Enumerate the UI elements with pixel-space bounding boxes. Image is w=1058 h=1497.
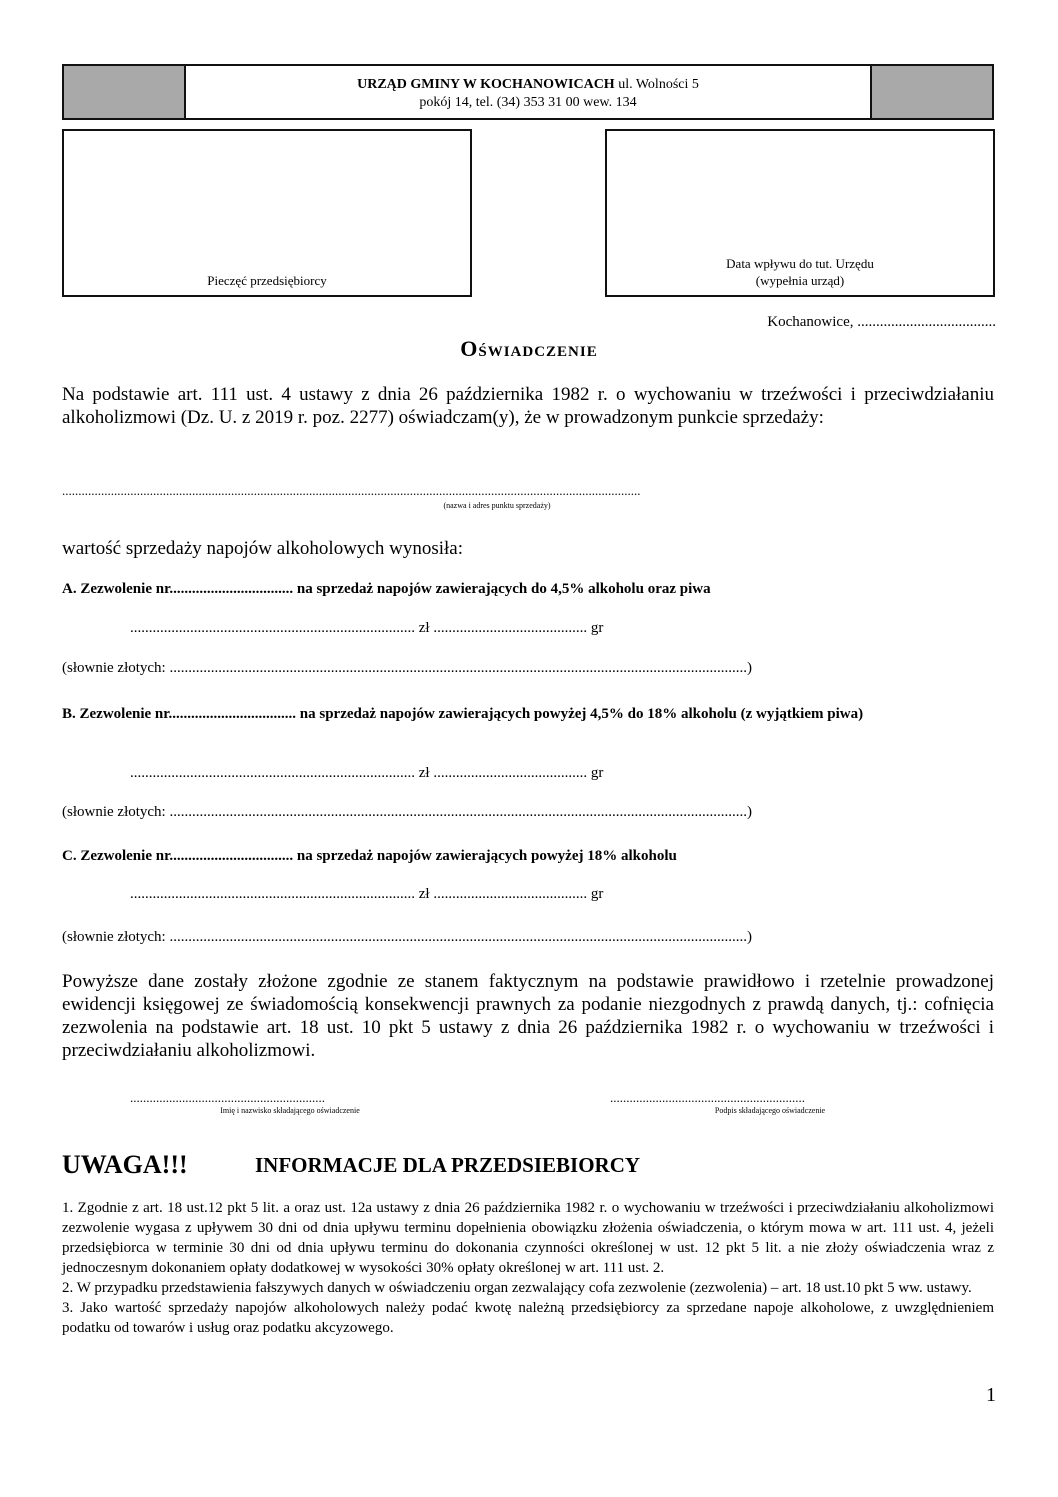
header-gray-block-left: [64, 66, 186, 118]
office-info: [186, 66, 870, 118]
notice-item: 2. W przypadku przedstawienia fałszywych danych w oświadczeniu organ zezwalający cofa zezwolenie (zezwolenia) – art. 18 ust.10 pkt 5 ww. ustawy.: [62, 1280, 972, 1296]
office-name: URZĄD GMINY W KOCHANOWICACH: [357, 77, 615, 92]
section-b-words-field[interactable]: (słownie złotych: ..........................................................................................................................................................): [62, 804, 752, 820]
section-c-text: na sprzedaż napojów zawierających powyżej 18% alkoholu: [293, 848, 677, 864]
place-date-field[interactable]: Kochanowice, .....................................: [767, 314, 996, 330]
value-label: wartość sprzedaży napojów alkoholowych wynosiła:: [62, 538, 464, 559]
receipt-caption-line1: Data wpływu do tut. Urzędu: [726, 256, 874, 271]
notice-item: 3. Jako wartość sprzedaży napojów alkoholowych należy podać kwotę należną przedsiębiorcy za sprzedane napoje alkoholowe, z uwzględnieniem podatku od towarów i usług oraz podatku akcyzowego.: [62, 1300, 994, 1336]
signature-field[interactable]: ............................................................: [610, 1090, 805, 1105]
name-signature-field[interactable]: ............................................................: [130, 1090, 325, 1105]
point-of-sale-field[interactable]: ..................................................................................................................................................................................: [62, 483, 641, 498]
notice-heading: INFORMACJE DLA PRZEDSIEBIORCY: [255, 1153, 641, 1177]
section-c-amount-field[interactable]: ............................................................................ zł ......................................... gr: [130, 886, 604, 902]
receipt-caption: [607, 255, 993, 289]
declaration-paragraph: Powyższe dane zostały złożone zgodnie ze stanem faktycznym na podstawie prawidłowo i rzetelnie prowadzonej ewidencji księgowej ze świadomością konsekwencji prawnych za podanie niezgodnych z prawdą danych, tj.: cofnięcia zezwolenia na podstawie art. 18 ust. 10 pkt 5 ustawy z dnia 26 października 1982 r. o wychowaniu w trzeźwości i przeciwdziałaniu alkoholizmowi.: [62, 971, 994, 1061]
warning-label: UWAGA!!!: [62, 1150, 188, 1179]
section-a-words-field[interactable]: (słownie złotych: ..........................................................................................................................................................): [62, 660, 752, 676]
name-signature-caption: Imię i nazwisko składającego oświadczenie: [220, 1106, 360, 1115]
permit-a-number-field[interactable]: A. Zezwolenie nr.................................: [62, 581, 294, 597]
notice-item: 1. Zgodnie z art. 18 ust.12 pkt 5 lit. a oraz ust. 12a ustawy z dnia 26 października 1982 r. o wychowaniu w trzeźwości i przeciwdziałaniu alkoholizmowi zezwolenie wygasa z upływem 30 dni od dnia upływu terminu dopełnienia obowiązku złożenia oświadczenia, o którym mowa w art. 111 ust. 4, jeżeli przedsiębiorca w terminie 30 dni od dnia upływu terminu do dokonania czynności określonej w ust. 12 pkt 5 lit. a nie złoży oświadczenia wraz z jednoczesnym dokonaniem opłaty dodatkowej w wysokości 30% opłaty określonej w art. 111 ust. 2.: [62, 1200, 994, 1276]
section-b-amount-field[interactable]: ............................................................................ zł ......................................... gr: [130, 765, 604, 781]
intro-paragraph: Na podstawie art. 111 ust. 4 ustawy z dnia 26 października 1982 r. o wychowaniu w trzeźwości i przeciwdziałaniu alkoholizmowi (Dz. U. z 2019 r. poz. 2277) oświadczam(y), że w prowadzonym punkcie sprzedaży:: [62, 384, 994, 428]
section-c-heading: [62, 845, 994, 867]
section-b-heading: [62, 703, 994, 725]
stamp-box[interactable]: [62, 129, 472, 297]
point-of-sale-caption: (nazwa i adres punktu sprzedaży): [443, 501, 551, 510]
office-header: [62, 64, 994, 120]
stamp-caption: Pieczęć przedsiębiorcy: [207, 273, 327, 288]
section-a-heading: [62, 578, 994, 600]
office-address: ul. Wolności 5: [618, 77, 699, 92]
header-gray-block-right: [870, 66, 992, 118]
receipt-caption-line2: (wypełnia urząd): [755, 273, 845, 288]
section-a-text: na sprzedaż napojów zawierających do 4,5% alkoholu oraz piwa: [293, 581, 711, 597]
office-contact: pokój 14, tel. (34) 353 31 00 wew. 134: [419, 95, 637, 110]
page-number: 1: [986, 1384, 996, 1406]
section-c-words-field[interactable]: (słownie złotych: ..........................................................................................................................................................): [62, 929, 752, 945]
signature-caption: Podpis składającego oświadczenie: [714, 1106, 826, 1115]
receipt-date-box[interactable]: [605, 129, 995, 297]
section-b-text: na sprzedaż napojów zawierających powyżej 4,5% do 18% alkoholu (z wyjątkiem piwa): [296, 706, 864, 722]
section-a-amount-field[interactable]: ............................................................................ zł ......................................... gr: [130, 620, 604, 636]
document-title: Oświadczenie: [460, 336, 598, 361]
notice-list: [62, 1198, 994, 1338]
permit-c-number-field[interactable]: C. Zezwolenie nr.................................: [62, 848, 294, 864]
permit-b-number-field[interactable]: B. Zezwolenie nr..................................: [62, 706, 297, 722]
